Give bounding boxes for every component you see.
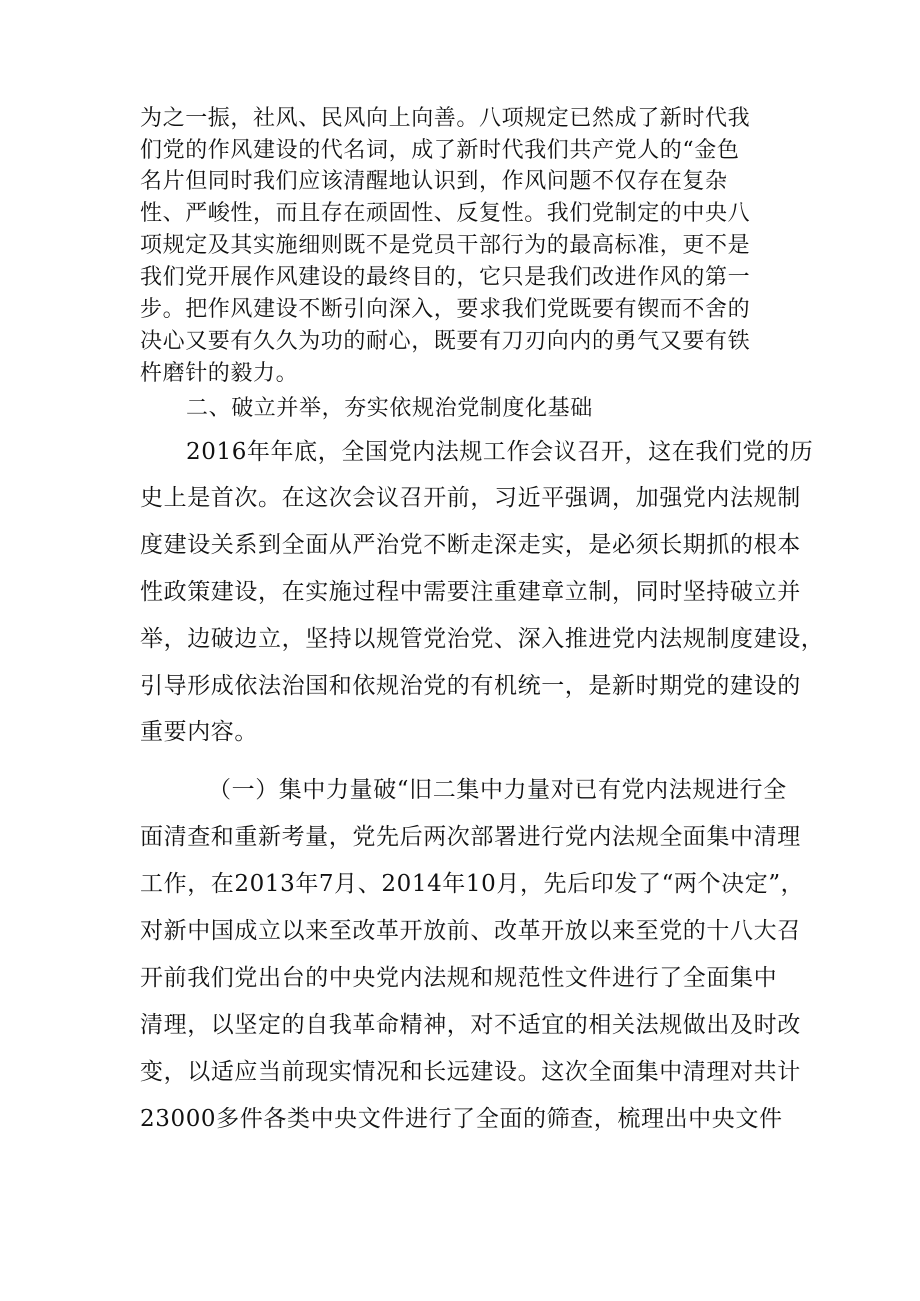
paragraph-line: 2016年年底，全国党内法规工作会议召开，这在我们党的历 — [186, 439, 814, 465]
paragraph-line: （一）集中力量破“旧二集中力量对已有党内法规进行全 — [208, 777, 787, 803]
paragraph-line: 步。把作风建设不断引向深入，要求我们党既要有锲而不舍的 — [140, 297, 751, 322]
paragraph-line: 们党的作风建设的代名词，成了新时代我们共产党人的“金色 — [140, 138, 740, 163]
paragraph-line: 引导形成依法治国和依规治党的有机统一，是新时期党的建设的 — [140, 673, 801, 699]
paragraph-line: 项规定及其实施细则既不是党员干部行为的最高标准，更不是 — [140, 233, 751, 258]
paragraph-line: 性、严峻性，而且存在顽固性、反复性。我们党制定的中央八 — [140, 201, 751, 226]
paragraph-line: 度建设关系到全面从严治党不断走深走实，是必须长期抓的根本 — [140, 532, 801, 558]
paragraph-line: 名片但同时我们应该清醒地认识到，作风问题不仅存在复杂 — [140, 169, 728, 194]
paragraph-line: 性政策建设，在实施过程中需要注重建章立制，同时坚持破立并 — [140, 579, 801, 605]
paragraph-line: 清理，以坚定的自我革命精神，对不适宜的相关法规做出及时改 — [140, 1012, 801, 1038]
paragraph-line: 重要内容。 — [140, 719, 258, 745]
paragraph-line: 我们党开展作风建设的最终目的，它只是我们改进作风的第一 — [140, 265, 751, 290]
section-heading-text: 二、破立并举，夯实依规治党制度化基础 — [186, 396, 593, 421]
paragraph-line: 开前我们党出台的中央党内法规和规范性文件进行了全面集中 — [140, 965, 778, 991]
paragraph-line: 对新中国成立以来至改革开放前、改革开放以来至党的十八大召 — [140, 918, 801, 944]
paragraph-line: 工作，在2013年7月、2014年10月，先后印发了“两个决定”， — [140, 871, 805, 897]
paragraph-line: 变，以适应当前现实情况和长远建设。这次全面集中清理对共计 — [140, 1059, 801, 1085]
paragraph-line: 史上是首次。在这次会议召开前，习近平强调，加强党内法规制 — [140, 485, 801, 511]
paragraph-line: 23000多件各类中央文件进行了全面的筛查，梳理出中央文件 — [140, 1106, 783, 1132]
paragraph-line: 杵磨针的毅力。 — [140, 361, 299, 386]
paragraph-line: 举，边破边立，坚持以规管党治党、深入推进党内法规制度建设， — [140, 626, 825, 652]
paragraph-line: 决心又要有久久为功的耐心，既要有刀刃向内的勇气又要有铁 — [140, 329, 751, 354]
paragraph-line: 面清查和重新考量，党先后两次部署进行党内法规全面集中清理 — [140, 824, 801, 850]
paragraph-line: 为之一振，社风、民风向上向善。八项规定已然成了新时代我 — [140, 106, 751, 131]
